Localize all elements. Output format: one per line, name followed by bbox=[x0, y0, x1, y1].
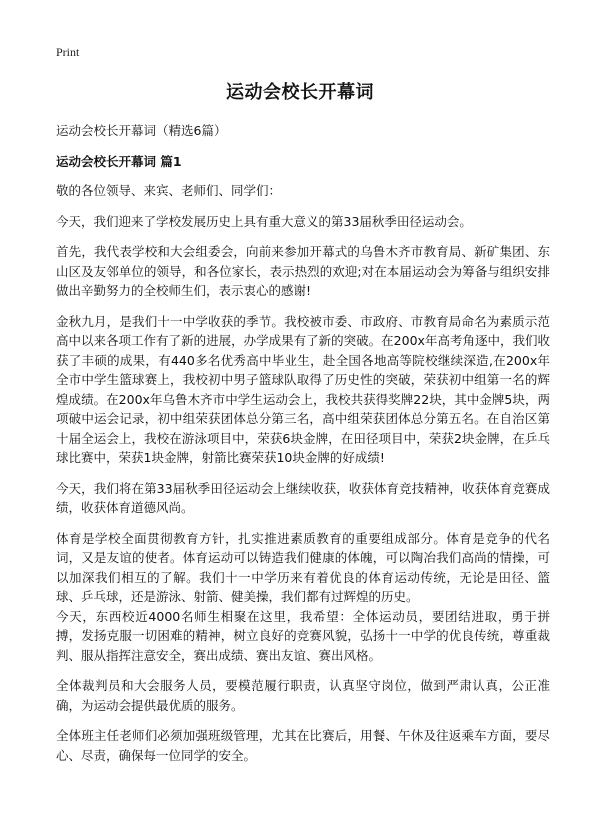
paragraph-welcome: 首先，我代表学校和大会组委会，向前来参加开幕式的乌鲁木齐市教育局、新矿集团、东山区及友邻单位的领导，和各位家长，表示热烈的欢迎;对在本届运动会为筹备与组织安排做出辛勤努力的全校师生们，表示衷心的感谢! bbox=[56, 244, 550, 298]
paragraph-achievements: 金秋九月，是我们十一中学收获的季节。我校被市委、市政府、市教育局命名为素质示范高中以来各项工作有了新的进展，办学成果有了新的突破。在200x年高考角逐中，我们收获了丰硕的成果，有440多名优秀高中毕业生，赴全国各地高等院校继续深造,在200x年全市中学生篮球赛上，我校初中男子篮球队取得了历史性的突破，荣获初中组第一名的辉煌成绩。在200x年乌鲁木齐市中学生运动会上，我校共获得奖牌22块，其中金牌5块，两项破中运会记录，初中组荣获团体总分第三名，高中组荣获团体总分第五名。在自治区第十届全运会上，我校在游泳项目中，荣获6块金牌，在田径项目中，荣获2块金牌，在乒乓球比赛中，荣获1块金牌，射箭比赛荣获10块金牌的好成绩! bbox=[56, 313, 550, 465]
paragraph-teachers: 全体班主任老师们必须加强班级管理，尤其在比赛后，用餐、午休及往返乘车方面，要尽心、尽责，确保每一位同学的安全。 bbox=[56, 728, 550, 763]
document-body bbox=[56, 122, 550, 776]
paragraph-harvest: 今天，我们将在第33届秋季田径运动会上继续收获，收获体育竞技精神，收获体育竞赛成绩，收获体育道德风尚。 bbox=[56, 480, 550, 515]
paragraph-athletes: 今天，东西校近4000名师生相聚在这里，我希望：全体运动员，要团结进取，勇于拼搏，发扬克服一切困难的精神，树立良好的竞赛风貌，弘扬十一中学的优良传统，尊重裁判、服从指挥注意安全，赛出成绩、赛出友谊、赛出风格。 bbox=[56, 608, 550, 663]
paragraph-intro: 今天，我们迎来了学校发展历史上具有重大意义的第33届秋季田径运动会。 bbox=[56, 213, 472, 229]
print-link[interactable]: Print bbox=[56, 45, 80, 59]
paragraph-greeting: 敬的各位领导、来宾、老师们、同学们： bbox=[56, 183, 282, 198]
page-title: 运动会校长开幕词 bbox=[226, 82, 374, 103]
section-heading: 运动会校长开幕词 篇1 bbox=[56, 154, 182, 169]
paragraph-sports-spirit: 体育是学校全面贯彻教育方针，扎实推进素质教育的重要组成部分。体育是竞争的代名词，又是友谊的使者。体育运动可以铸造我们健康的体魄，可以陶冶我们高尚的情操，可以加深我们相互的了解。我们十一中学历来有着优良的体育运动传统，无论是田径、篮球、乒乓球，还是游泳、射箭、健美操，我们都有过辉煌的历史。 bbox=[56, 530, 550, 604]
paragraph-referees: 全体裁判员和大会服务人员，要模范履行职责，认真坚守岗位，做到严肃认真，公正准确，为运动会提供最优质的服务。 bbox=[56, 678, 550, 713]
document-subtitle: 运动会校长开幕词（精选6篇） bbox=[56, 123, 227, 138]
